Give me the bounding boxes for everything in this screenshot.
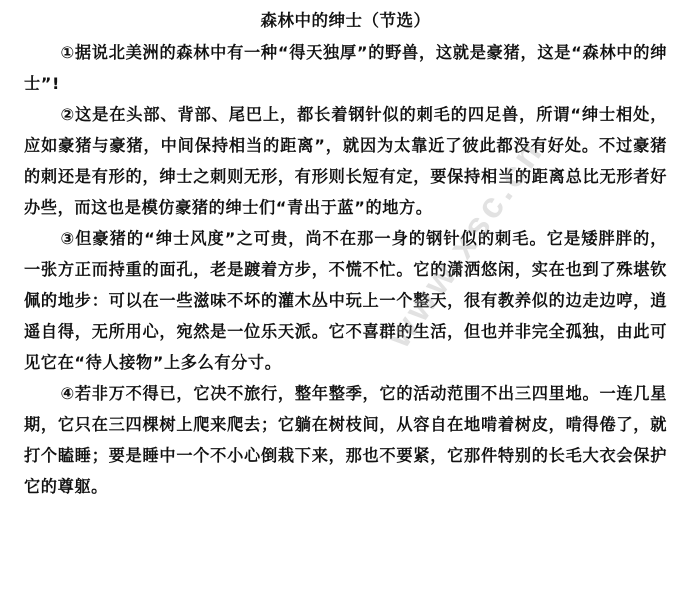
watermark: www.xsc.cn <box>377 130 552 355</box>
paragraph-2: ②这是在头部、背部、尾巴上，都长着钢针似的刺毛的四足兽，所谓“绅士相处，应如豪猪与豪猪，中间保持相当的距离”，就因为太靠近了彼此都没有好处。不过豪猪的刺还是有形的，绅士之刺则无形，有形则长短有定，要保持相当的距离总比无形者好办些，而这也是模仿豪猪的绅士们“青出于蓝”的地方。 <box>24 105 667 217</box>
paragraph-1: ①据说北美洲的森林中有一种“得天独厚”的野兽，这就是豪猪，这是“森林中的绅士”! <box>24 43 667 93</box>
paragraph-3: ③但豪猪的“绅士风度”之可贵，尚不在那一身的钢针似的刺毛。它是矮胖胖的，一张方正而持重的面孔，老是踱着方步，不慌不忙。它的潇洒悠闲，实在也到了殊堪钦佩的地步：可以在一些滋味不坏的灌木丛中玩上一个整天，很有教养似的边走边哼，逍遥自得，无所用心，宛然是一位乐天派。它不喜群的生活，但也并非完全孤独，由此可见它在“待人接物”上多么有分寸。 <box>24 229 667 372</box>
document-title: 森林中的绅士（节选） <box>260 11 431 30</box>
paragraph-4: ④若非万不得已，它决不旅行，整年整季，它的活动范围不出三四里地。一连几星期，它只在三四棵树上爬来爬去；它躺在树枝间，从容自在地啃着树皮，啃得倦了，就打个瞌睡；要是睡中一个不小心倒栽下来，那也不要紧，它那件特别的长毛大衣会保护它的尊躯。 <box>24 384 667 496</box>
